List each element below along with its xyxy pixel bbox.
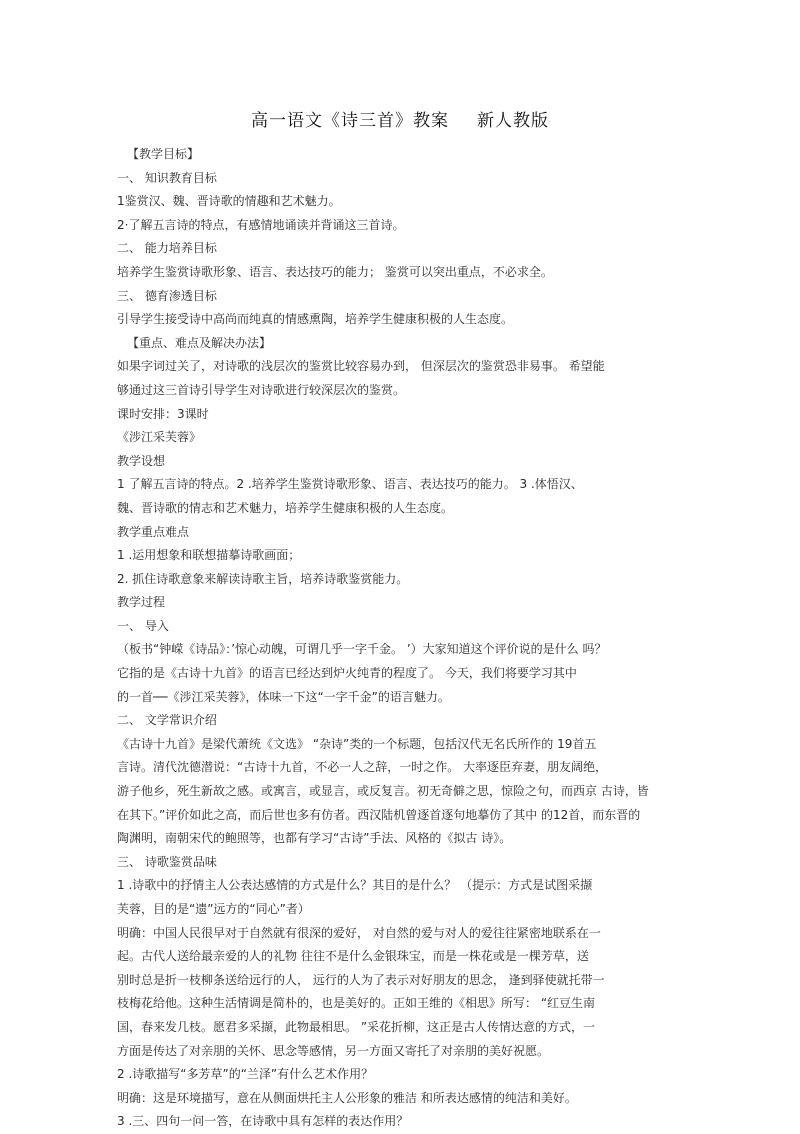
text-line: 的一首──《涉江采芙蓉》，体味一下这“一字千金”的语言魅力。 <box>117 689 450 704</box>
subheading-process: 教学过程 <box>117 595 166 610</box>
text-line: 明确：这是环境描写，意在从侧面烘托主人公形象的雅洁 和所表达感情的纯洁和美好。 <box>117 1090 577 1105</box>
subheading-moral: 三、 德育渗透目标 <box>117 288 217 303</box>
subheading-appreciation: 三、 诗歌鉴赏品味 <box>117 854 217 869</box>
text-line: 在其下。”评价如此之高，而后世也多有仿者。西汉陆机曾逐首逐句地摹仿了其中 的12首，而东晋的 <box>117 807 641 822</box>
text-line: 言诗。清代沈德潜说：“古诗十九首，不必一人之辞，一时之作。 大率逐臣弃妻，朋友阔绝， <box>117 760 608 775</box>
title-main: 高一语文《诗三首》教案 <box>251 111 449 131</box>
section-heading-objectives: 【教学目标】 <box>127 147 200 161</box>
text-line: 魏、晋诗歌的情志和艺术魅力，培养学生健康积极的人生态度。 <box>117 500 454 515</box>
text-line: 如果字词过关了，对诗歌的浅层次的鉴赏比较容易办到， 但深层次的鉴赏恐非易事。 希望能 <box>117 359 605 374</box>
text-line: 枝梅花给他。这种生活情调是简朴的，也是美好的。正如王维的《相思》所写： “红豆生南 <box>117 996 596 1011</box>
title-edition: 新人教版 <box>477 111 549 131</box>
text-line: 《古诗十九首》是梁代萧统《文选》 “杂诗”类的一个标题，包括汉代无名氏所作的 19首五 <box>117 736 597 751</box>
subheading-literature: 二、 文学常识介绍 <box>117 713 217 728</box>
text-line: 国，春来发几枝。愿君多采撷，此物最相思。 ”采花折柳，这正是古人传情达意的方式，一 <box>117 1019 596 1034</box>
text-line: 够通过这三首诗引导学生对诗歌进行较深层次的鉴赏。 <box>117 382 406 397</box>
text-line: （板书“钟嵘《诗品》：’惊心动魄，可谓几乎一字千金。 ’）大家知道这个评价说的是什么 吗？ <box>117 642 607 657</box>
text-line: 它指的是《古诗十九首》的语言已经达到炉火纯青的程度了。 今天，我们将要学习其中 <box>117 666 577 681</box>
text-line: 芙蓉，目的是“遗”远方的“同心”者） <box>117 902 310 916</box>
text-line: 1鉴赏汉、魏、晋诗歌的情趣和艺术魅力。 <box>117 194 341 209</box>
text-line: 方面是传达了对亲朋的关怀、思念等感情，另一方面又寄托了对亲朋的美好祝愿。 <box>117 1043 550 1058</box>
text-line: 培养学生鉴赏诗歌形象、语言、表达技巧的能力； 鉴赏可以突出重点，不必求全。 <box>117 264 553 279</box>
subheading-focus: 教学重点难点 <box>117 524 190 539</box>
text-line: 游子他乡，死生新故之感。或寓言，或显言，或反复言。初无奇僻之思，惊险之句，而西京 古诗，皆 <box>117 784 649 799</box>
subheading-design: 教学设想 <box>117 453 166 468</box>
text-line: 陶渊明，南朝宋代的鲍照等，也都有学习“古诗”手法、风格的《拟古 诗》。 <box>117 831 512 846</box>
document-title <box>0 106 800 131</box>
subheading-knowledge: 一、 知识教育目标 <box>117 170 217 185</box>
text-line: 1 .运用想象和联想描摹诗歌画面； <box>117 548 301 563</box>
text-line: 1 了解五言诗的特点。2 .培养学生鉴赏诗歌形象、语言、表达技巧的能力。 3 .体悟汉、 <box>117 477 583 492</box>
subheading-intro: 一、 导入 <box>117 618 169 633</box>
text-line: 2·了解五言诗的特点，有感情地诵读并背诵这三首诗。 <box>117 217 405 232</box>
section-heading-keypoints: 【重点、难点及解决办法】 <box>127 335 272 350</box>
text-line: 课时安排：3课时 <box>117 406 209 421</box>
text-line: 起。古代人送给最亲爱的人的礼物 往往不是什么金银珠宝，而是一株花或是一棵芳草，送 <box>117 949 589 964</box>
text-line: 明确：中国人民很早对于自然就有很深的爱好， 对自然的爱与对人的爱往往紧密地联系在一 <box>117 925 601 940</box>
subheading-ability: 二、 能力培养目标 <box>117 241 217 256</box>
document-body <box>117 143 677 1134</box>
text-line: 别时总是折一枝柳条送给远行的人， 远行的人为了表示对好朋友的思念， 逢到驿使就托带一 <box>117 972 605 987</box>
poem-title: 《涉江采芙蓉》 <box>117 430 202 445</box>
text-line: 2 .诗歌描写“多芳草”的“兰泽”有什么艺术作用？ <box>117 1067 374 1082</box>
text-line: 1 .诗歌中的抒情主人公表达感情的方式是什么？其目的是什么？ （提示：方式是试图采撷 <box>117 878 593 893</box>
text-line: 2. 抓住诗歌意象来解读诗歌主旨，培养诗歌鉴赏能力。 <box>117 571 409 586</box>
text-line: 3 .三、四句一问一答，在诗歌中具有怎样的表达作用？ <box>117 1114 409 1129</box>
text-line: 引导学生接受诗中高尚而纯真的情感熏陶，培养学生健康积极的人生态度。 <box>117 312 514 327</box>
